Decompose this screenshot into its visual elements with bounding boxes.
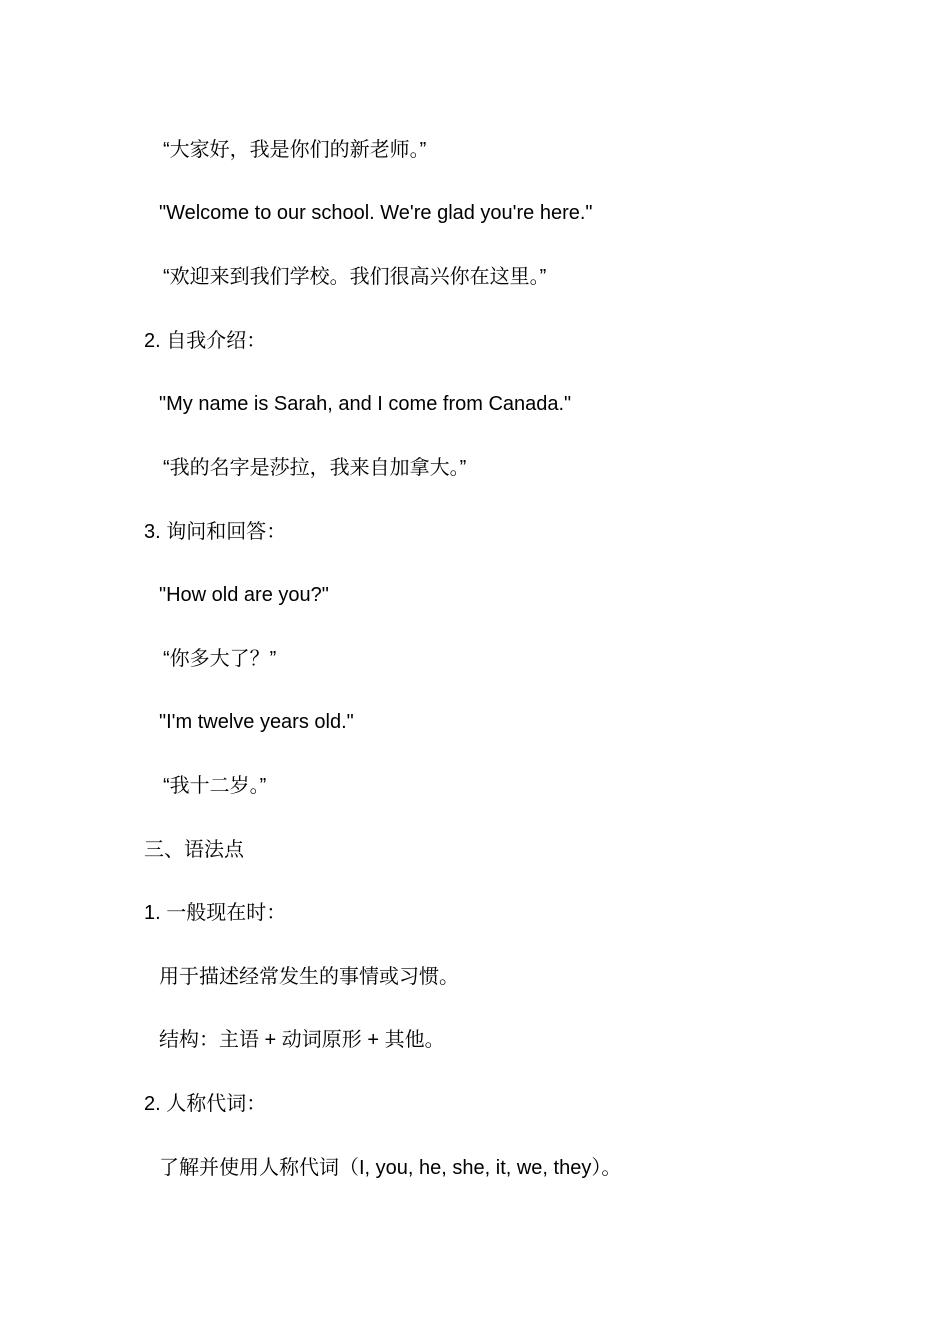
quote-chinese-how-old: “你多大了？” (163, 648, 277, 670)
text-personal-pronouns-usage: 了解并使用人称代词（I, you, he, she, it, we, they）。 (159, 1157, 622, 1179)
text-simple-present-usage: 用于描述经常发生的事情或习惯。 (159, 966, 459, 988)
heading-simple-present: 1. 一般现在时： (144, 902, 287, 924)
quote-chinese-greeting: “大家好，我是你们的新老师。” (163, 139, 427, 161)
quote-chinese-twelve: “我十二岁。” (163, 775, 267, 797)
quote-english-how-old: "How old are you?" (159, 584, 329, 606)
section-heading-grammar: 三、语法点 (144, 839, 244, 861)
text-simple-present-structure: 结构：主语 + 动词原形 + 其他。 (159, 1029, 445, 1051)
heading-personal-pronouns: 2. 人称代词： (144, 1093, 267, 1115)
quote-english-welcome: "Welcome to our school. We're glad you're here." (159, 202, 593, 224)
quote-chinese-name: “我的名字是莎拉，我来自加拿大。” (163, 457, 467, 479)
quote-english-name: "My name is Sarah, and I come from Canada." (159, 393, 572, 415)
heading-self-introduction: 2. 自我介绍： (144, 330, 267, 352)
quote-chinese-welcome: “欢迎来到我们学校。我们很高兴你在这里。” (163, 266, 547, 288)
quote-english-twelve: "I'm twelve years old." (159, 711, 354, 733)
heading-ask-and-answer: 3. 询问和回答： (144, 521, 287, 543)
